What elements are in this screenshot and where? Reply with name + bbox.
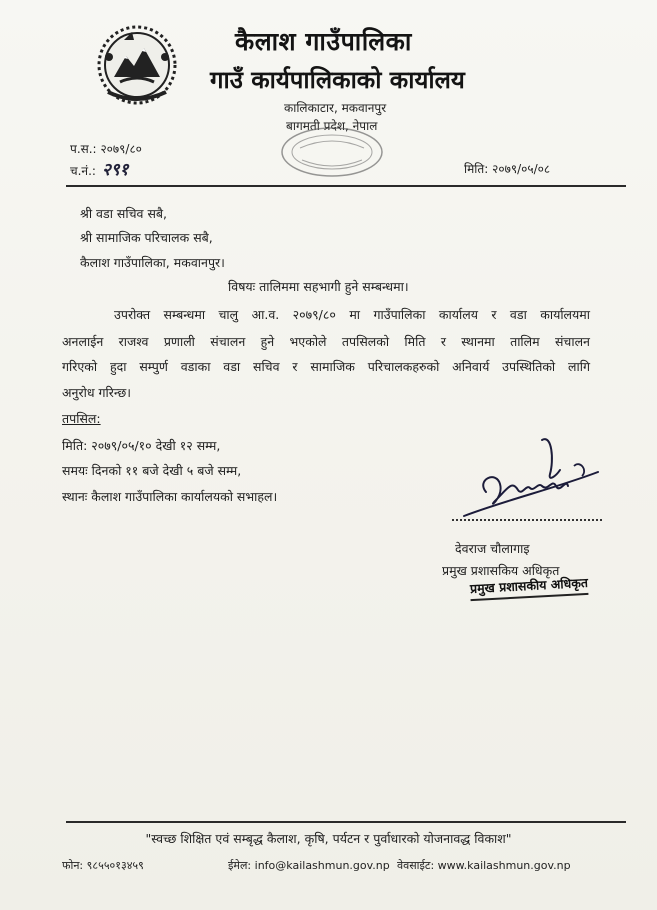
dispatch-number-label: च.नं.: xyxy=(70,164,96,178)
footer-slogan: "स्वच्छ शिक्षित एवं सम्बृद्ध कैलाश, कृषि, पर्यटन र पुर्वाधारको योजनावद्ध विकाश" xyxy=(145,831,512,846)
dispatch-number-value: २९१ xyxy=(101,160,129,180)
letter-number-value: २०७९/८० xyxy=(100,142,142,156)
letter-date-label: मिति: xyxy=(464,162,489,176)
body-line-1: उपरोक्त सम्बन्धमा चालु आ.व. २०७९/८० मा गाउँपालिका कार्यालय र वडा कार्यालयमा xyxy=(114,307,590,322)
letter-number-label: प.स.: xyxy=(70,142,97,156)
email-label: ईमेल: xyxy=(228,859,252,872)
subject-line: विषयः तालिममा सहभागी हुने सम्बन्धमा। xyxy=(228,279,409,294)
body-line-3: गरिएको हुदा सम्पुर्ण वडाका वडा सचिव र सामाजिक परिचालकहरुको अनिवार्य उपस्थितिको लागि xyxy=(62,359,590,374)
recipient-line-3: कैलाश गाउँपालिका, मकवानपुर। xyxy=(80,255,225,270)
signature-icon xyxy=(456,430,606,528)
designation-stamp: प्रमुख प्रशासकीय अधिकृत xyxy=(470,574,589,601)
office-title: गाउँ कार्यपालिकाको कार्यालय xyxy=(210,66,465,94)
signatory-name: देवराज चौलागाइ xyxy=(455,541,530,556)
schedule-heading: तपसिल: xyxy=(62,411,101,426)
schedule-time: समयः दिनको ११ बजे देखी ५ बजे सम्म, xyxy=(62,463,242,478)
footer-website xyxy=(397,858,571,873)
signature-line xyxy=(452,519,602,521)
footer-divider xyxy=(66,821,626,823)
phone-label: फोन: xyxy=(62,859,84,872)
website-label: वेवसाईट: xyxy=(397,859,435,872)
recipient-line-1: श्री वडा सचिव सबै, xyxy=(80,206,168,221)
phone-value: ९८५५०१३४५९ xyxy=(86,859,144,872)
address-line-2: बागमती प्रदेश, नेपाल xyxy=(286,119,378,133)
footer-phone xyxy=(62,858,144,873)
schedule-venue: स्थानः कैलाश गाउँपालिका कार्यालयको सभाहल। xyxy=(62,489,278,504)
address-line-1: कालिकाटार, मकवानपुर xyxy=(284,101,387,115)
body-line-2: अनलाईन राजश्व प्रणाली संचालन हुने भएकोले तपसिलको मिति र स्थानमा तालिम संचालन xyxy=(62,334,590,349)
schedule-date: मिति: २०७९/०५/१० देखी १२ सम्म, xyxy=(62,438,221,453)
dispatch-number xyxy=(70,157,128,180)
website-value: www.kailashmun.gov.np xyxy=(437,859,571,872)
office-stamp-icon xyxy=(276,122,388,182)
letter-date xyxy=(464,160,550,177)
municipality-title: कैलाश गाउँपालिका xyxy=(235,27,412,56)
body-line-4: अनुरोध गरिन्छ। xyxy=(62,385,131,400)
footer-email xyxy=(228,858,390,873)
letter-number xyxy=(70,140,142,157)
nepal-emblem-icon xyxy=(94,22,180,106)
letter-date-value: २०७९/०५/०८ xyxy=(492,162,551,176)
recipient-line-2: श्री सामाजिक परिचालक सबै, xyxy=(80,230,213,245)
header-divider xyxy=(66,185,626,187)
email-value: info@kailashmun.gov.np xyxy=(254,859,390,872)
signatory-designation: प्रमुख प्रशासकिय अधिकृत xyxy=(442,563,560,578)
